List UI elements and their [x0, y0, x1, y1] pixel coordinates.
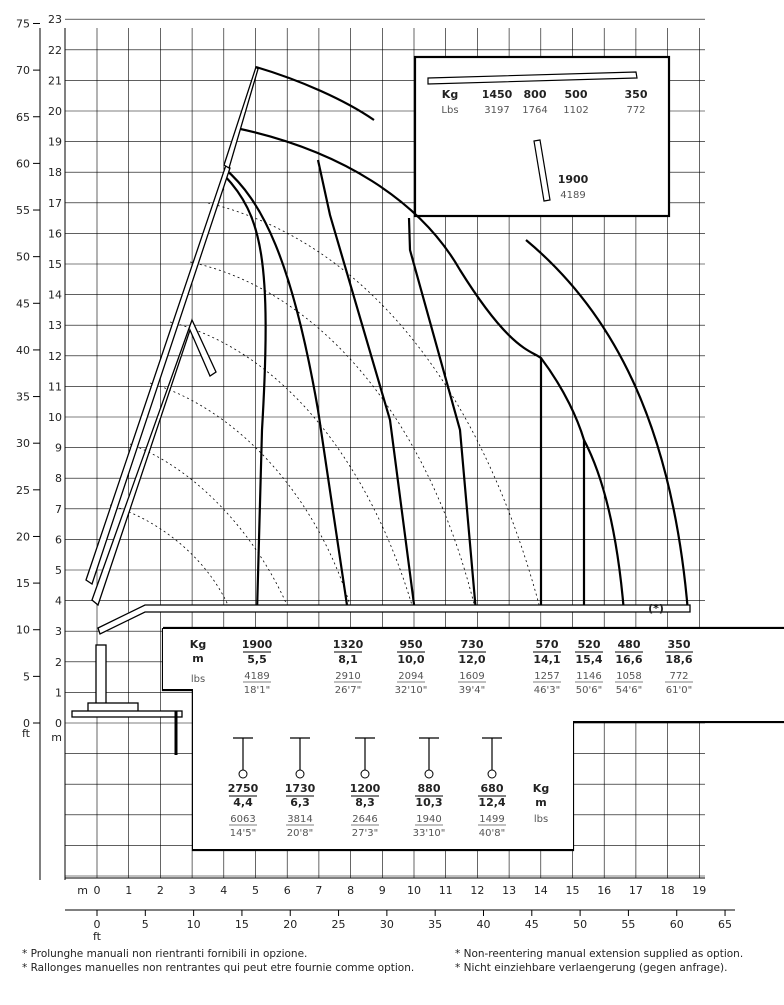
y-m-tick: 3 [55, 625, 62, 639]
x-ft-tick: 10 [186, 918, 201, 931]
y-ft-tick: 10 [16, 623, 30, 637]
footnote-de: * Nicht einziehbare verlaengerung (gegen anfrage). [455, 962, 728, 974]
lower-lbs-value: 3814 [287, 814, 313, 825]
main-m-value: 10,0 [397, 653, 425, 666]
main-ft-value: 54'6" [615, 685, 643, 696]
optional-extension-marker: (*) [648, 602, 664, 615]
x-m-tick: 11 [438, 884, 453, 897]
main-table-lbs-label: lbs [190, 674, 206, 685]
lower-kg-value: 880 [417, 782, 441, 795]
x-m-tick: 5 [252, 884, 259, 897]
x-m-tick: 12 [470, 884, 485, 897]
y-ft-tick: 0 [23, 717, 30, 730]
y-m-tick: 6 [55, 533, 62, 547]
y-m-tick: 19 [48, 135, 62, 149]
y-m-tick: 0 [55, 717, 62, 730]
inset-lbs-value: 1102 [563, 105, 589, 116]
main-ft-value: 26'7" [334, 685, 362, 696]
x-m-tick: 14 [533, 884, 548, 897]
x-m-tick: 1 [125, 884, 133, 897]
x-ft-tick: 45 [524, 918, 539, 931]
inset-kg-value: 800 [523, 88, 547, 101]
y-ft-tick: 50 [16, 250, 30, 264]
load-curve-350 [526, 240, 688, 612]
y-ft-tick: 65 [16, 110, 30, 124]
x-ft-tick: 35 [428, 918, 443, 931]
lower-kg-label: Kg [532, 782, 550, 795]
x-m-tick: 2 [156, 884, 164, 897]
main-m-value: 16,6 [615, 653, 643, 666]
main-ft-value: 39'4" [458, 685, 486, 696]
lower-lbs-value: 1499 [479, 814, 505, 825]
main-kg-value: 1900 [241, 638, 273, 651]
main-m-value: 5,5 [247, 653, 267, 666]
y-m-tick: 4 [55, 594, 62, 608]
main-lbs-value: 4189 [244, 671, 270, 682]
footnote-fr: * Rallonges manuelles non rentrantes qui peut etre fournie comme option. [22, 962, 415, 974]
main-lbs-value: 1257 [534, 671, 560, 682]
x-m-tick: 13 [502, 884, 517, 897]
lower-m-value: 10,3 [415, 796, 443, 809]
main-lbs-value: 1146 [576, 671, 602, 682]
lower-lbs-label: lbs [533, 814, 549, 825]
x-ft-tick: 15 [234, 918, 249, 931]
y-ft-tick: 15 [16, 577, 30, 591]
main-m-value: 12,0 [458, 653, 486, 666]
y-m-tick: 14 [48, 288, 62, 302]
y-ft-tick: 30 [16, 437, 30, 451]
main-ft-value: 46'3" [533, 685, 561, 696]
y-ft-tick: 45 [16, 297, 30, 311]
y-m-tick: 18 [48, 166, 62, 180]
load-curve-520 [541, 358, 584, 612]
y-m-tick: 10 [48, 411, 62, 424]
main-ft-value: 18'1" [243, 685, 271, 696]
main-lbs-value: 2094 [398, 671, 424, 682]
x-ft-unit: ft [93, 930, 101, 943]
load-curve-950 [318, 160, 415, 612]
y-m-tick: 23 [48, 13, 62, 27]
main-lbs-value: 2910 [335, 671, 361, 682]
main-m-value: 18,6 [665, 653, 693, 666]
main-lbs-value: 772 [669, 671, 689, 682]
footnote-it: * Prolunghe manuali non rientranti fornibili in opzione. [22, 948, 308, 960]
x-m-tick: 17 [628, 884, 643, 897]
crane-column [96, 645, 106, 707]
main-kg-value: 520 [577, 638, 601, 651]
x-m-tick: 6 [283, 884, 291, 897]
x-m-tick: 4 [220, 884, 228, 897]
lower-m-value: 6,3 [290, 796, 310, 809]
lower-ft-value: 27'3" [351, 828, 379, 839]
main-kg-value: 570 [535, 638, 559, 651]
y-ft-unit: ft [22, 727, 30, 740]
x-m-tick: 16 [597, 884, 612, 897]
y-ft-tick: 5 [23, 670, 30, 684]
main-m-value: 14,1 [533, 653, 561, 666]
lower-m-value: 12,4 [478, 796, 506, 809]
load-curve-1320 [224, 168, 348, 612]
lower-ft-value: 33'10" [412, 828, 446, 839]
main-lbs-value: 1058 [616, 671, 642, 682]
boom-main-section [86, 165, 230, 584]
lower-ft-value: 14'5" [229, 828, 257, 839]
inset-lbs-label: Lbs [441, 105, 459, 116]
x-ft-tick: 40 [476, 918, 491, 931]
lower-ft-value: 40'8" [478, 828, 506, 839]
main-kg-value: 350 [667, 638, 691, 651]
boom-jib-section [92, 320, 216, 605]
lower-kg-value: 2750 [227, 782, 259, 795]
x-ft-tick: 25 [331, 918, 346, 931]
inset-jib-lbs: 4189 [560, 190, 586, 201]
y-m-tick: 17 [48, 196, 62, 210]
y-m-tick: 5 [55, 564, 62, 577]
x-m-unit: m [77, 884, 88, 897]
x-ft-tick: 5 [141, 918, 149, 931]
footnote-en: * Non-reentering manual extension supplied as option. [455, 948, 744, 960]
y-m-tick: 11 [48, 380, 62, 394]
load-curve-1900 [224, 175, 266, 612]
x-ft-tick: 30 [379, 918, 394, 931]
y-m-tick: 1 [55, 686, 62, 700]
x-ft-tick: 60 [669, 918, 684, 931]
main-kg-value: 950 [399, 638, 423, 651]
main-table-kg-label: Kg [189, 638, 207, 651]
y-m-tick: 2 [55, 655, 62, 669]
lower-kg-value: 1200 [349, 782, 381, 795]
reach-arcs [110, 203, 541, 612]
x-m-tick: 3 [188, 884, 196, 897]
inset-jib-kg: 1900 [557, 173, 589, 186]
main-kg-value: 480 [617, 638, 641, 651]
lower-lbs-value: 6063 [230, 814, 256, 825]
y-m-tick: 15 [48, 258, 62, 271]
lower-ft-value: 20'8" [286, 828, 314, 839]
y-m-tick: 22 [48, 43, 62, 57]
lower-kg-value: 1730 [284, 782, 316, 795]
x-m-tick: 9 [378, 884, 386, 897]
x-ft-tick: 55 [621, 918, 636, 931]
main-kg-value: 1320 [332, 638, 364, 651]
inset-kg-value: 500 [564, 88, 588, 101]
inset-kg-label: Kg [441, 88, 459, 101]
main-ft-value: 50'6" [575, 685, 603, 696]
y-m-unit: m [51, 731, 62, 744]
main-ft-value: 61'0" [665, 685, 693, 696]
main-ft-value: 32'10" [394, 685, 428, 696]
x-m-tick: 18 [660, 884, 675, 897]
main-lbs-value: 1609 [459, 671, 485, 682]
y-ft-tick: 25 [16, 483, 30, 497]
x-m-tick: 8 [347, 884, 355, 897]
y-m-tick: 21 [48, 74, 62, 88]
main-table-m-label: m [192, 652, 204, 665]
inset-lbs-value: 1764 [522, 105, 548, 116]
y-m-tick: 12 [48, 349, 62, 363]
x-m-tick: 7 [315, 884, 323, 897]
y-m-tick: 7 [55, 502, 62, 516]
x-m-tick: 19 [692, 884, 707, 897]
load-curve-730 [409, 218, 476, 612]
lower-lbs-value: 1940 [416, 814, 442, 825]
main-kg-value: 730 [460, 638, 484, 651]
x-ft-tick: 0 [93, 918, 101, 931]
inset-lbs-value: 772 [626, 105, 646, 116]
y-m-tick: 20 [48, 105, 62, 118]
lower-lbs-value: 2646 [352, 814, 378, 825]
y-m-tick: 9 [55, 441, 62, 455]
y-ft-tick: 40 [16, 343, 30, 357]
y-ft-tick: 55 [16, 204, 30, 218]
x-m-tick: 0 [93, 884, 101, 897]
x-m-tick: 10 [407, 884, 421, 897]
inset-kg-value: 350 [624, 88, 648, 101]
y-ft-tick: 20 [16, 530, 30, 544]
boom-tip-arc [256, 67, 374, 120]
main-m-value: 8,1 [338, 653, 358, 666]
boom-upper-section [224, 67, 258, 168]
y-ft-tick: 60 [16, 157, 30, 171]
y-m-tick: 8 [55, 472, 62, 486]
lower-m-value: 8,3 [355, 796, 375, 809]
main-m-value: 15,4 [575, 653, 603, 666]
inset-kg-value: 1450 [481, 88, 513, 101]
lower-kg-value: 680 [480, 782, 504, 795]
inset-lbs-value: 3197 [484, 105, 510, 116]
y-ft-tick: 75 [16, 17, 30, 31]
crane-outrigger [72, 711, 182, 717]
x-ft-tick: 65 [718, 918, 733, 931]
x-ft-tick: 50 [573, 918, 588, 931]
y-m-tick: 16 [48, 227, 62, 241]
lower-m-value: 4,4 [233, 796, 253, 809]
y-ft-tick: 70 [16, 64, 30, 78]
y-ft-tick: 35 [16, 390, 30, 404]
x-ft-tick: 20 [283, 918, 298, 931]
y-m-tick: 13 [48, 319, 62, 333]
lower-m-label: m [535, 796, 547, 809]
x-m-tick: 15 [565, 884, 580, 897]
